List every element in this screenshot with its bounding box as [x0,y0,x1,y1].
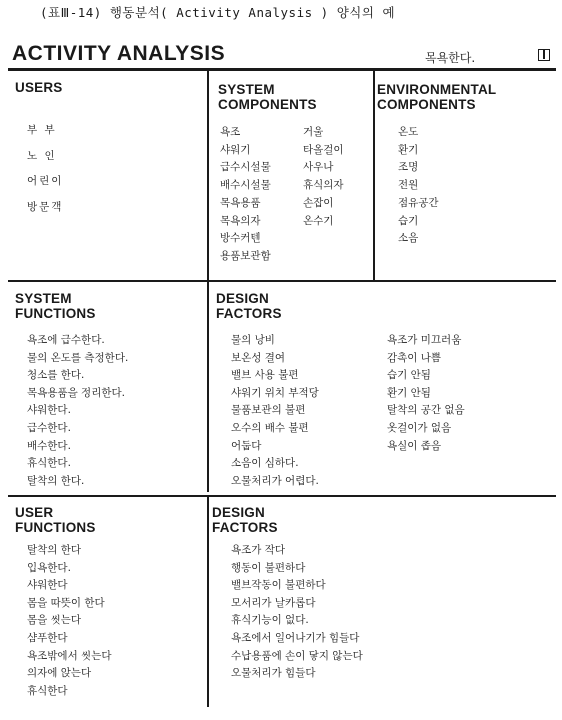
design-factors-heading-2 [212,505,278,535]
system-components-heading [218,82,317,112]
list-item: 물의 온도를 측정한다. [27,351,129,364]
system-components-list-1 [220,124,271,266]
list-item: 급수시설물 [220,161,271,174]
list-item: 휴식기능이 없다. [231,614,309,627]
list-item: 샤워기 위치 부적당 [231,386,319,399]
list-item: 옷걸이가 없음 [387,421,452,434]
list-item: 배수한다. [27,439,71,452]
list-item: 어둡다 [231,439,262,452]
list-item: 보온성 결여 [231,351,286,364]
list-item: 수납용품에 손이 닿지 않는다 [231,649,363,662]
list-item: 행동이 불편하다 [231,561,306,574]
list-item: 오물처리가 힘들다 [231,667,316,680]
list-item: 청소를 한다. [27,369,85,382]
list-item: 탈착의 공간 없음 [387,404,465,417]
activity-subtitle: 목욕한다. [425,51,476,65]
list-item: 급수한다. [27,421,71,434]
list-item: 목욕의자 [220,214,261,227]
list-item: 입욕한다. [27,561,71,574]
divider-system-environment [373,70,375,282]
list-item: 소음 [398,232,419,245]
list-item: 샤워기 [220,143,251,156]
list-item: 물품보관의 불편 [231,404,306,417]
list-item: 오물처리가 어렵다. [231,474,319,487]
list-item: 온수기 [303,214,334,227]
user-functions-heading [15,505,96,535]
list-item: 탈착의 한다. [27,474,85,487]
list-item: 감촉이 나쁨 [387,351,442,364]
list-item: 몸을 따뜻이 한다 [27,596,105,609]
user-functions-list [27,542,111,700]
design-factors-list-2 [387,332,465,455]
design-factors-list-1 [231,332,319,490]
list-item: 습기 안됨 [387,369,431,382]
list-item: 어린이 [27,175,64,187]
system-components-list-2 [303,124,344,230]
users-heading: USERS [15,80,63,95]
heading-line: COMPONENTS [377,97,476,112]
system-functions-list [27,332,128,490]
heading-line: SYSTEM [218,82,275,97]
list-item: 욕조가 작다 [231,544,286,556]
table-caption: (표Ⅲ-14) 행동분석( Activity Analysis ) 양식의 예 [40,5,396,20]
list-item: 의자에 앉는다 [27,667,92,680]
list-item: 환기 [398,143,419,156]
list-item: 손잡이 [303,196,334,209]
divider-functions-factors [207,282,209,492]
environmental-components-list [398,124,439,248]
design-factors-list-3 [231,542,363,683]
list-item: 환기 안됨 [387,386,431,399]
list-item: 부 부 [27,124,57,136]
list-item: 노 인 [27,149,57,162]
heading-line: FACTORS [212,520,278,535]
list-item: 습기 [398,214,419,227]
heading-line: FUNCTIONS [15,520,96,535]
middle-rule [8,280,556,282]
list-item: 소음이 심하다. [231,457,299,470]
list-item: 오수의 배수 불편 [231,421,309,434]
heading-line: DESIGN [212,505,265,520]
divider-users-system [207,70,209,282]
list-item: 밸브 사용 불편 [231,369,299,382]
list-item: 휴식한다. [27,457,71,470]
list-item: 목욕용품을 정리한다. [27,386,125,399]
page-title: ACTIVITY ANALYSIS [12,42,226,65]
heading-line: ENVIRONMENTAL [377,82,497,97]
list-item: 휴식의자 [303,179,344,192]
heading-line: USER [15,505,54,520]
environmental-components-heading [377,82,496,112]
heading-line: SYSTEM [15,291,72,306]
divider-user-functions-factors [207,497,209,707]
list-item: 모서리가 날카롭다 [231,596,316,609]
list-item: 방수커텐 [220,232,261,245]
list-item: 용품보관함 [220,249,271,262]
list-item: 샤워한다 [27,579,68,592]
heading-line: DESIGN [216,291,269,306]
list-item: 휴식한다 [27,684,68,697]
list-item: 밸브작동이 불편하다 [231,579,326,592]
list-item: 타올걸이 [303,143,344,156]
list-item: 욕조가 미끄러움 [387,334,462,346]
list-item: 전원 [398,179,419,192]
list-item: 샤워한다. [27,404,71,417]
list-item: 온도 [398,126,419,138]
list-item: 욕조에서 일어나기가 힘들다 [231,631,360,644]
box-icon [538,49,550,61]
heading-line: COMPONENTS [218,97,317,112]
list-item: 물의 낭비 [231,334,275,346]
list-item: 몸을 씻는다 [27,614,82,627]
lower-rule [8,495,556,497]
list-item: 방문객 [27,200,64,213]
heading-line: FUNCTIONS [15,306,96,321]
top-rule [8,68,556,71]
system-functions-heading [15,291,96,321]
list-item: 욕조 [220,126,241,138]
list-item: 거울 [303,126,324,138]
list-item: 탈착의 한다 [27,544,82,556]
list-item: 욕실이 좁음 [387,439,442,452]
design-factors-heading [216,291,282,321]
list-item: 목욕용품 [220,196,261,209]
list-item: 배수시설물 [220,179,271,192]
list-item: 조명 [398,161,419,174]
list-item: 사우나 [303,161,334,174]
list-item: 점유공간 [398,196,439,209]
list-item: 샴푸한다 [27,631,68,644]
list-item: 욕조밖에서 씻는다 [27,649,112,662]
list-item: 욕조에 급수한다. [27,334,105,346]
heading-line: FACTORS [216,306,282,321]
users-list [27,118,63,220]
